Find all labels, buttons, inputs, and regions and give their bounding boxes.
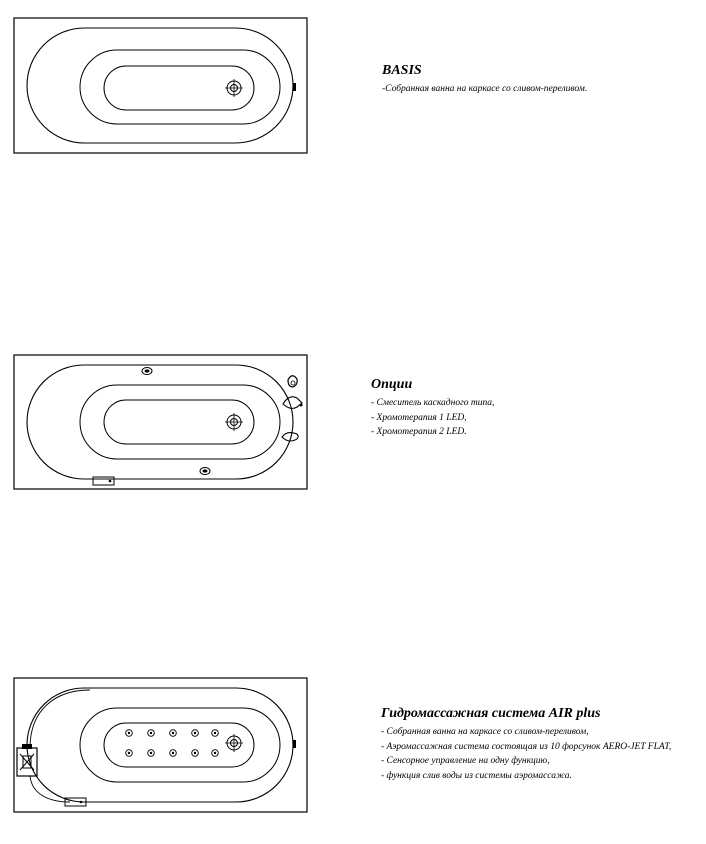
air-jet-icon	[126, 750, 133, 757]
tub-basin	[80, 385, 280, 459]
feature-line: - Смеситель каскадного типа,	[371, 398, 495, 408]
tub-rim	[27, 28, 293, 143]
feature-line: - Хромотерапия 1 LED,	[371, 412, 467, 423]
bathtub-drawing-air-plus	[0, 670, 320, 818]
air-jet-icon	[148, 730, 155, 737]
air-jet-icon	[192, 750, 199, 757]
section-options	[371, 377, 494, 440]
overflow-mark	[293, 740, 296, 748]
bathtub-drawing-options	[0, 347, 320, 495]
feature-line: - Собранная ванна на каркасе со сливом-переливом,	[381, 727, 589, 737]
led-light-icon-top	[142, 368, 152, 375]
tub-basin	[80, 50, 280, 124]
feature-line: - Аэромассажная система состоящая из 10 форсунок AERO-JET FLAT,	[381, 741, 672, 752]
overflow-mark	[293, 83, 296, 91]
tub-outer-frame	[14, 355, 307, 489]
drain-icon	[225, 734, 243, 752]
feature-line: - Хромотерапия 2 LED.	[371, 427, 467, 437]
tub-outer-frame	[14, 18, 307, 153]
air-jet-icon	[170, 750, 177, 757]
section-title: Опции	[371, 377, 413, 392]
air-blower-unit-icon	[17, 744, 37, 776]
tub-basin	[80, 708, 280, 782]
tub-outer-frame	[14, 678, 307, 812]
drain-icon	[225, 79, 243, 97]
drain-icon	[225, 413, 243, 431]
section-air-plus	[381, 706, 671, 783]
section-title: BASIS	[382, 63, 422, 78]
air-hose	[30, 690, 90, 748]
feature-line: -Собранная ванна на каркасе со сливом-переливом.	[382, 84, 588, 94]
led-light-icon-bottom	[200, 468, 210, 475]
air-jet-icon	[126, 730, 133, 737]
bathtub-drawing-basis	[0, 10, 320, 160]
air-jet-icon	[212, 750, 219, 757]
feature-line: - Сенсорное управление на одну функцию,	[381, 756, 550, 766]
feature-line: - функция слив воды из системы аэромассажа.	[381, 770, 572, 781]
air-jet-icon	[170, 730, 177, 737]
tub-rim	[27, 365, 293, 479]
air-jet-icon	[212, 730, 219, 737]
tub-rim	[27, 688, 293, 802]
air-jet-icon	[148, 750, 155, 757]
air-jet-icon	[192, 730, 199, 737]
section-basis	[382, 63, 587, 97]
section-title: Гидромассажная система AIR plus	[381, 706, 601, 721]
aero-jet-nozzles	[126, 730, 219, 757]
